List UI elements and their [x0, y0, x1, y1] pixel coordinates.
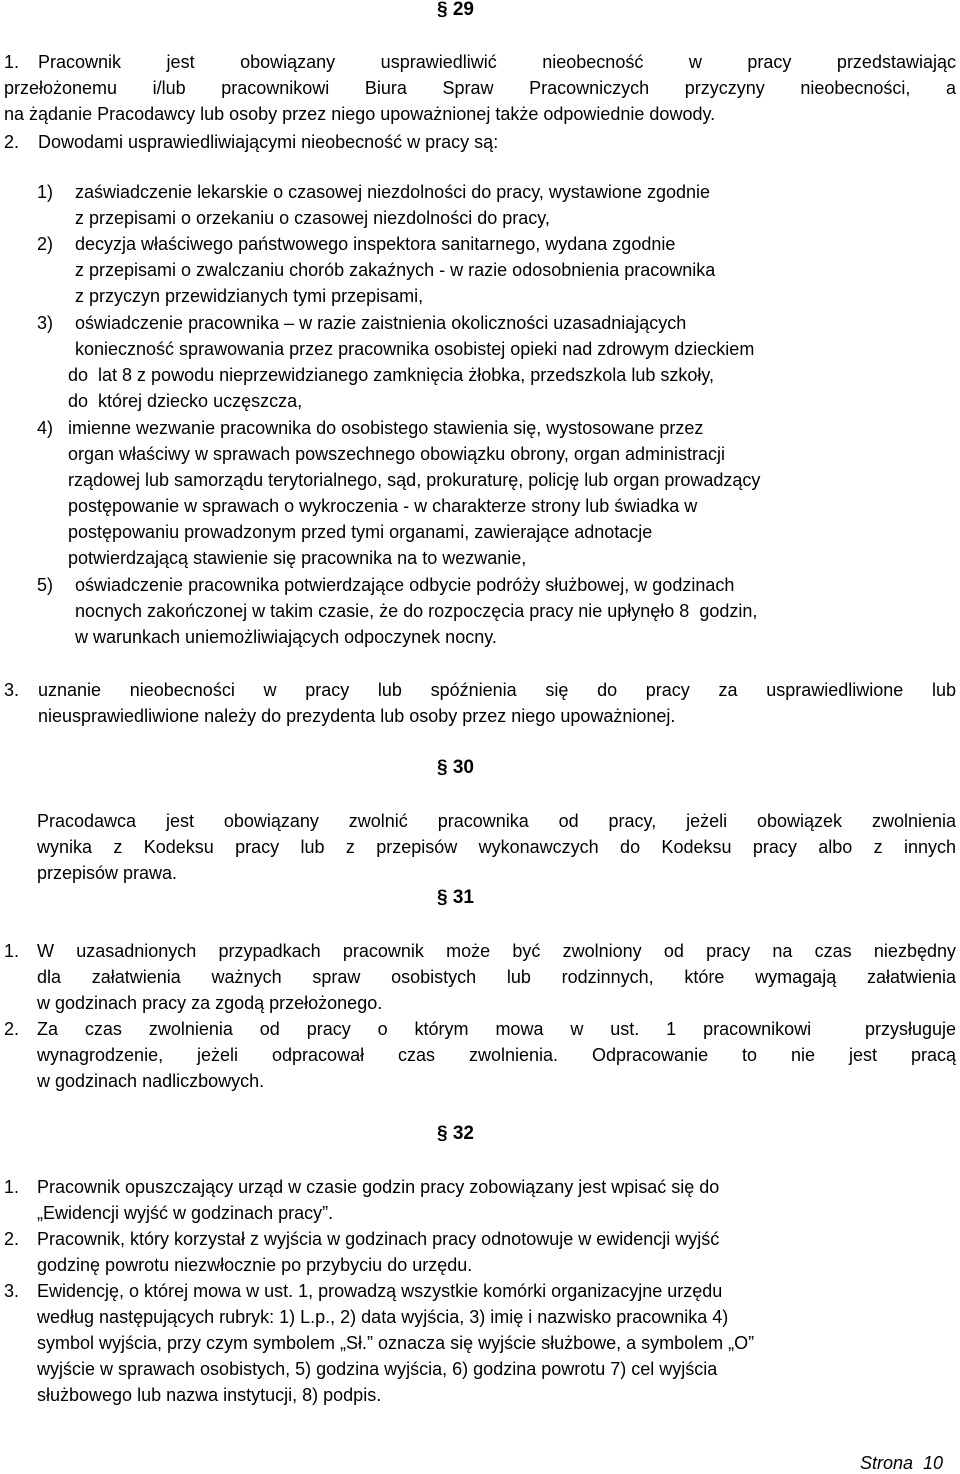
item-line: oświadczenie pracownika potwierdzające odbycie podróży służbowej, w godzinach [75, 575, 735, 595]
item-number: 2) [37, 234, 54, 254]
list-number: 3. [4, 1281, 20, 1301]
paragraph-line: wynagrodzenie, jeżeli odpracował czas zwolnienia. Odpracowanie to nie jest pracą [37, 1045, 956, 1065]
paragraph-line: Pracodawca jest obowiązany zwolnić pracownika od pracy, jeżeli obowiązek zwolnienia [37, 811, 956, 831]
paragraph-line: „Ewidencji wyjść w godzinach pracy”. [37, 1203, 334, 1223]
item-line: nocnych zakończonej w takim czasie, że do rozpoczęcia pracy nie upłynęło 8 godzin, [75, 601, 758, 621]
paragraph-line: przełożonemu i/lub pracownikowi Biura Spraw Pracowniczych przyczyny nieobecności, a [4, 78, 956, 98]
list-number: 1. [4, 52, 20, 72]
section-heading-29: § 29 [437, 0, 474, 20]
item-line: z przepisami o zwalczaniu chorób zakaźnych - w razie odosobnienia pracownika [75, 260, 716, 280]
item-line: do lat 8 z powodu nieprzewidzianego zamknięcia żłobka, przedszkola lub szkoły, [68, 365, 715, 385]
item-line: zaświadczenie lekarskie o czasowej niezdolności do pracy, wystawione zgodnie [75, 182, 710, 202]
paragraph-line: nieusprawiedliwione należy do prezydenta lub osoby przez niego upoważnionej. [38, 706, 676, 726]
section-heading-31: § 31 [437, 887, 474, 908]
paragraph-line: wyjście w sprawach osobistych, 5) godzina wyjścia, 6) godzina powrotu 7) cel wyjścia [37, 1359, 718, 1379]
item-line: z przyczyn przewidzianych tymi przepisami, [75, 286, 424, 306]
item-line: postępowanie w sprawach o wykroczenia - w charakterze strony lub świadka w [68, 496, 698, 516]
list-number: 3. [4, 680, 20, 700]
paragraph-line: godzinę powrotu niezwłocznie po przybyciu do urzędu. [37, 1255, 473, 1275]
paragraph-line: przepisów prawa. [37, 863, 178, 883]
item-number: 1) [37, 182, 54, 202]
section-heading-32: § 32 [437, 1123, 474, 1144]
paragraph-line: W uzasadnionych przypadkach pracownik może być zwolniony od pracy na czas niezbędny [37, 941, 956, 961]
item-line: z przepisami o orzekaniu o czasowej niezdolności do pracy, [75, 208, 550, 228]
item-number: 3) [37, 313, 54, 333]
paragraph-line: Pracownik jest obowiązany usprawiedliwić nieobecność w pracy przedstawiając [38, 52, 956, 72]
paragraph-line: Pracownik, który korzystał z wyjścia w godzinach pracy odnotowuje w ewidencji wyjść [37, 1229, 720, 1249]
paragraph-line: Dowodami usprawiedliwiającymi nieobecność w pracy są: [38, 132, 499, 152]
item-line: do której dziecko uczęszcza, [68, 391, 303, 411]
list-number: 2. [4, 132, 20, 152]
paragraph-line: Pracownik opuszczający urząd w czasie godzin pracy zobowiązany jest wpisać się do [37, 1177, 720, 1197]
list-number: 2. [4, 1229, 20, 1249]
paragraph-line: na żądanie Pracodawcy lub osoby przez niego upoważnionej także odpowiednie dowody. [4, 104, 716, 124]
item-line: decyzja właściwego państwowego inspektora sanitarnego, wydana zgodnie [75, 234, 676, 254]
item-line: potwierdzającą stawienie się pracownika na to wezwanie, [68, 548, 527, 568]
paragraph-line: wynika z Kodeksu pracy lub z przepisów wykonawczych do Kodeksu pracy albo z innych [37, 837, 956, 857]
item-line: organ właściwy w sprawach powszechnego obowiązku obrony, organ administracji [68, 444, 725, 464]
paragraph-line: służbowego lub nazwa instytucji, 8) podpis. [37, 1385, 382, 1405]
paragraph-line: uznanie nieobecności w pracy lub spóźnienia się do pracy za usprawiedliwione lub [38, 680, 956, 700]
item-number: 4) [37, 418, 54, 438]
item-line: oświadczenie pracownika – w razie zaistnienia okoliczności uzasadniających [75, 313, 687, 333]
section-heading-30: § 30 [437, 757, 474, 778]
paragraph-line: Ewidencję, o której mowa w ust. 1, prowadzą wszystkie komórki organizacyjne urzędu [37, 1281, 723, 1301]
list-number: 1. [4, 941, 20, 961]
page-number: Strona 10 [860, 1453, 944, 1473]
list-number: 2. [4, 1019, 20, 1039]
paragraph-line: symbol wyjścia, przy czym symbolem „Sł.” oznacza się wyjście służbowe, a symbolem „O” [37, 1333, 755, 1353]
paragraph-line: w godzinach nadliczbowych. [37, 1071, 265, 1091]
item-line: rządowej lub samorządu terytorialnego, sąd, prokuraturę, policję lub organ prowadzący [68, 470, 761, 490]
item-number: 5) [37, 575, 54, 595]
paragraph-line: Za czas zwolnienia od pracy o którym mowa w ust. 1 pracownikowi przysługuje [37, 1019, 956, 1039]
item-line: postępowaniu prowadzonym przed tymi organami, zawierające adnotacje [68, 522, 653, 542]
paragraph-line: według następujących rubryk: 1) L.p., 2) data wyjścia, 3) imię i nazwisko pracownika 4) [37, 1307, 729, 1327]
paragraph-line: dla załatwienia ważnych spraw osobistych lub rodzinnych, które wymagają załatwienia [37, 967, 956, 987]
list-number: 1. [4, 1177, 20, 1197]
paragraph-line: w godzinach pracy za zgodą przełożonego. [37, 993, 383, 1013]
item-line: w warunkach uniemożliwiających odpoczynek nocny. [75, 627, 497, 647]
item-line: konieczność sprawowania przez pracownika osobistej opieki nad zdrowym dzieckiem [75, 339, 755, 359]
item-line: imienne wezwanie pracownika do osobistego stawienia się, wystosowane przez [68, 418, 704, 438]
